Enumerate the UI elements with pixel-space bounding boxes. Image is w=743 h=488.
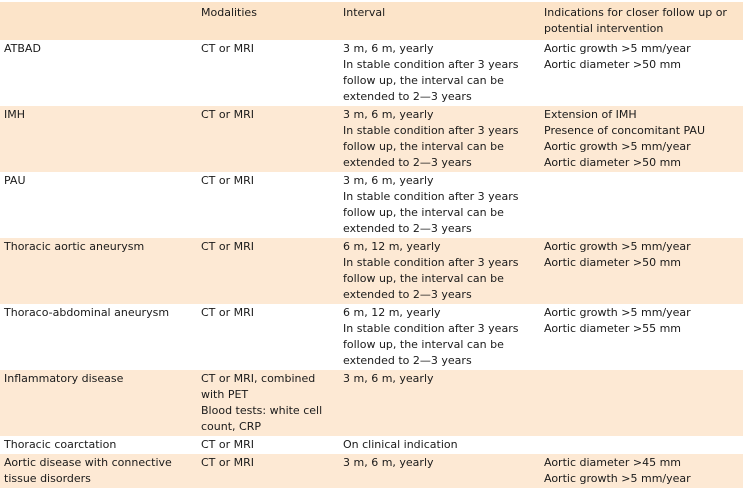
interval-cell (339, 172, 540, 238)
indication-line: Aortic growth >5 mm/year (544, 306, 691, 319)
condition-cell: IMH (0, 106, 197, 172)
modality-cell (197, 40, 339, 106)
interval-line: 3 m, 6 m, yearly (343, 372, 434, 385)
interval-line: In stable condition after 3 years follow up, the interval can be extended to 2—3 years (343, 256, 519, 301)
interval-cell (339, 304, 540, 370)
table-row (0, 106, 743, 172)
interval-line: 3 m, 6 m, yearly (343, 108, 434, 121)
indication-line: Aortic diameter >50 mm (544, 256, 682, 269)
follow-up-table (0, 2, 743, 488)
modality-cell (197, 304, 339, 370)
modality-cell (197, 370, 339, 436)
interval-cell (339, 40, 540, 106)
indication-line: Aortic growth >5 mm/year (544, 140, 691, 153)
table-row (0, 304, 743, 370)
modality-line: CT or MRI, combined with PET (201, 372, 316, 401)
indication-line: Aortic diameter >55 mm (544, 322, 682, 335)
indications-cell (540, 40, 743, 106)
indication-line: Presence of concomitant PAU (544, 124, 706, 137)
table-header-row (0, 2, 743, 40)
modality-line: Blood tests: white cell count, CRP (201, 404, 323, 433)
modality-line: CT or MRI (201, 108, 255, 121)
interval-line: 3 m, 6 m, yearly (343, 42, 434, 55)
indication-line: Aortic diameter >50 mm (544, 58, 682, 71)
interval-line: 6 m, 12 m, yearly (343, 240, 441, 253)
modality-line: CT or MRI (201, 240, 255, 253)
indication-line: Extension of IMH (544, 108, 637, 121)
interval-cell (339, 106, 540, 172)
interval-line: 3 m, 6 m, yearly (343, 174, 434, 187)
interval-line: In stable condition after 3 years follow up, the interval can be extended to 2—3 years (343, 58, 519, 103)
table-row (0, 172, 743, 238)
modality-cell (197, 238, 339, 304)
indication-line: Aortic diameter >45 mm (544, 456, 682, 469)
table-row (0, 454, 743, 488)
interval-line: In stable condition after 3 years follow up, the interval can be extended to 2—3 years (343, 322, 519, 367)
modality-cell (197, 454, 339, 488)
indication-line: Aortic growth >5 mm/year (544, 240, 691, 253)
table-row (0, 370, 743, 436)
interval-cell (339, 238, 540, 304)
interval-line: 3 m, 6 m, yearly (343, 456, 434, 469)
indications-cell (540, 436, 743, 454)
header-interval: Interval (339, 2, 540, 40)
indication-line: Aortic growth >5 mm/year (544, 472, 691, 485)
condition-cell: ATBAD (4, 42, 41, 55)
condition-cell: Thoracic aortic aneurysm (0, 238, 197, 304)
condition-cell: Inflammatory disease (0, 370, 197, 436)
interval-line: On clinical indication (343, 438, 458, 451)
modality-line: CT or MRI (201, 174, 255, 187)
indications-cell (540, 370, 743, 436)
modality-line: CT or MRI (201, 306, 255, 319)
indications-cell (540, 106, 743, 172)
modality-line: CT or MRI (201, 456, 255, 469)
interval-cell (339, 454, 540, 488)
indications-cell (540, 238, 743, 304)
indication-line: Aortic growth >5 mm/year (544, 42, 691, 55)
modality-line: CT or MRI (201, 438, 255, 451)
interval-cell (339, 370, 540, 436)
table-row (0, 436, 743, 454)
indications-cell (540, 172, 743, 238)
condition-cell: PAU (4, 174, 26, 187)
condition-cell: Thoraco-abdominal aneurysm (4, 306, 170, 319)
modality-line: CT or MRI (201, 42, 255, 55)
table-row (0, 40, 743, 106)
interval-line: In stable condition after 3 years follow up, the interval can be extended to 2—3 years (343, 124, 519, 169)
modality-cell (197, 172, 339, 238)
table-row (0, 238, 743, 304)
header-indications: Indications for closer follow up or potential intervention (540, 2, 743, 40)
interval-line: In stable condition after 3 years follow up, the interval can be extended to 2—3 years (343, 190, 519, 235)
condition-cell: Thoracic coarctation (4, 438, 117, 451)
interval-cell (339, 436, 540, 454)
indication-line: Aortic diameter >50 mm (544, 156, 682, 169)
condition-cell: Aortic disease with connective tissue disorders (0, 454, 197, 488)
indications-cell (540, 454, 743, 488)
header-modalities: Modalities (197, 2, 339, 40)
modality-cell (197, 106, 339, 172)
indications-cell (540, 304, 743, 370)
header-condition (0, 2, 197, 40)
modality-cell (197, 436, 339, 454)
interval-line: 6 m, 12 m, yearly (343, 306, 441, 319)
